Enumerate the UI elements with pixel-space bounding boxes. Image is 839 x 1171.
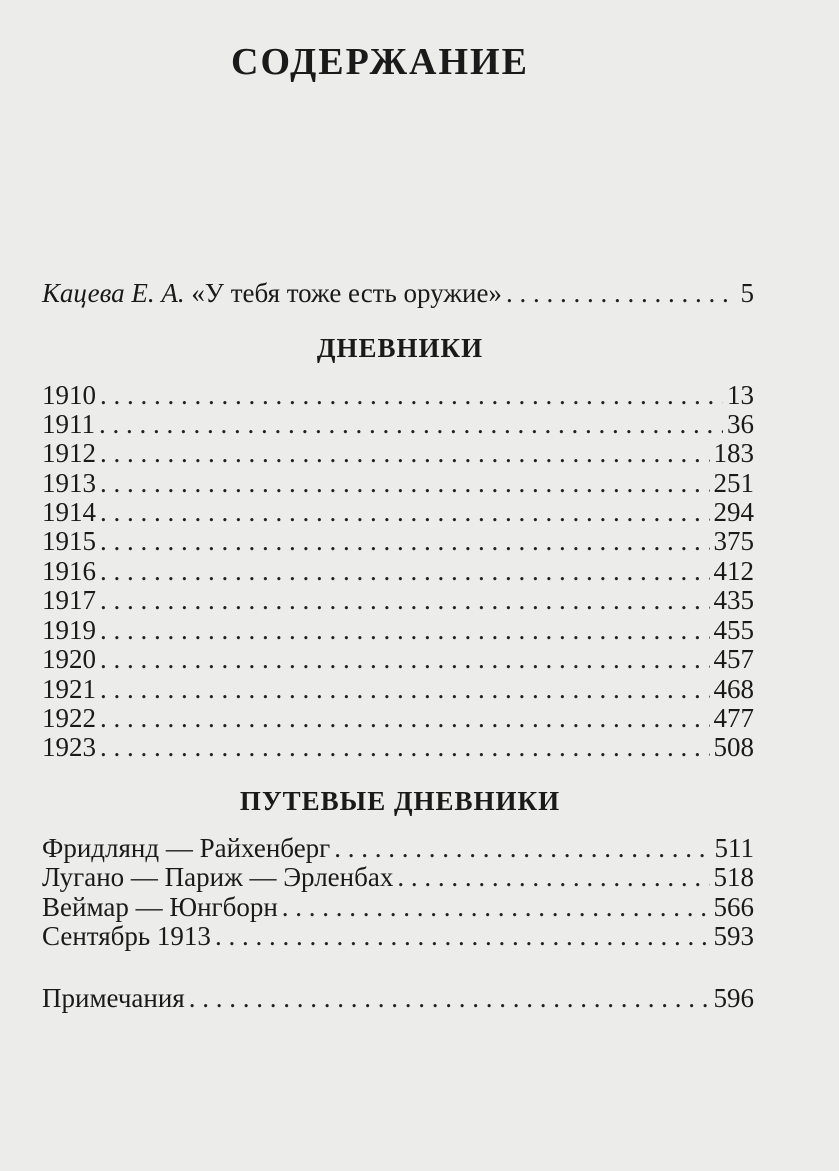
- toc-entry-page: 511: [714, 833, 754, 863]
- toc-entry-page: 457: [713, 644, 754, 674]
- toc-leader-dots: [100, 644, 710, 674]
- toc-entry-label: 1915: [42, 526, 96, 556]
- toc-entry-label: Веймар — Юнгборн: [42, 892, 278, 922]
- toc-leader-dots: [100, 674, 710, 704]
- toc-entry-label: 1920: [42, 644, 96, 674]
- toc-entry-notes[interactable]: [42, 983, 754, 1013]
- toc-leader-dots: [397, 862, 709, 892]
- toc-leader-dots: [189, 983, 710, 1013]
- toc-leader-dots: [100, 380, 723, 410]
- toc-entry-label: Примечания: [42, 983, 185, 1013]
- toc-leader-dots: [100, 438, 710, 468]
- toc-entry[interactable]: [42, 438, 754, 468]
- toc-entry[interactable]: [42, 833, 754, 863]
- toc-entry-page: 251: [713, 468, 754, 498]
- toc-entry-page: 13: [727, 380, 754, 410]
- toc-entry[interactable]: [42, 497, 754, 527]
- toc-entry-label: 1910: [42, 380, 96, 410]
- toc-entry[interactable]: [42, 556, 754, 586]
- toc-entry[interactable]: [42, 862, 754, 892]
- toc-entry-label: Сентябрь 1913: [42, 921, 211, 951]
- toc-entry-label: 1917: [42, 585, 96, 615]
- toc-entry-page: 596: [713, 983, 754, 1013]
- toc-entry-intro[interactable]: [42, 278, 754, 308]
- toc-entry-page: 375: [713, 526, 754, 556]
- section-heading-travel-diaries: ПУТЕВЫЕ ДНЕВНИКИ: [239, 786, 561, 816]
- toc-entry-page: 477: [713, 703, 754, 733]
- toc-entry-page: 36: [727, 409, 754, 439]
- toc-entry-page: 183: [713, 438, 754, 468]
- toc-entry-label: 1916: [42, 556, 96, 586]
- toc-entry-label: Лугано — Париж — Эрленбах: [42, 862, 394, 892]
- toc-entry-page: 435: [713, 585, 754, 615]
- section-heading-diaries: ДНЕВНИКИ: [316, 333, 484, 363]
- toc-entry[interactable]: [42, 892, 754, 922]
- toc-leader-dots: [100, 615, 710, 645]
- toc-entry-page: 566: [713, 892, 754, 922]
- toc-leader-dots: [215, 921, 710, 951]
- toc-entry-label: 1912: [42, 438, 96, 468]
- toc-entry[interactable]: [42, 380, 754, 410]
- toc-entry-page: 5: [740, 278, 754, 308]
- toc-entry-author: Кацева Е. А.: [42, 278, 185, 308]
- toc-entry-page: 412: [713, 556, 754, 586]
- toc-leader-dots: [506, 278, 737, 308]
- toc-entry[interactable]: [42, 585, 754, 615]
- toc-leader-dots: [100, 703, 710, 733]
- toc-entry-page: 518: [713, 862, 754, 892]
- toc-entry-label: «У тебя тоже есть оружие»: [191, 278, 502, 308]
- toc-entry-page: 593: [713, 921, 754, 951]
- toc-entry[interactable]: [42, 732, 754, 762]
- toc-leader-dots: [334, 833, 710, 863]
- toc-leader-dots: [100, 585, 710, 615]
- toc-leader-dots: [282, 892, 710, 922]
- toc-entry[interactable]: [42, 526, 754, 556]
- toc-entry-label: 1913: [42, 468, 96, 498]
- toc-leader-dots: [100, 556, 710, 586]
- toc-entry-label: 1921: [42, 674, 96, 704]
- toc-entry-label: 1911: [42, 409, 95, 439]
- toc-entry-page: 455: [713, 615, 754, 645]
- toc-entry-page: 294: [713, 497, 754, 527]
- toc-leader-dots: [99, 409, 723, 439]
- toc-entry[interactable]: [42, 409, 754, 439]
- toc-entry-label: 1919: [42, 615, 96, 645]
- toc-entry[interactable]: [42, 674, 754, 704]
- toc-leader-dots: [100, 497, 710, 527]
- toc-entry[interactable]: [42, 921, 754, 951]
- toc-entry-label: 1923: [42, 732, 96, 762]
- toc-entry-page: 468: [713, 674, 754, 704]
- toc-leader-dots: [100, 468, 710, 498]
- toc-entry[interactable]: [42, 644, 754, 674]
- toc-entry-label: 1922: [42, 703, 96, 733]
- toc-leader-dots: [100, 732, 710, 762]
- toc-entry[interactable]: [42, 468, 754, 498]
- toc-entry-label: Фридлянд — Райхенберг: [42, 833, 331, 863]
- toc-entry-label: 1914: [42, 497, 96, 527]
- toc-entry[interactable]: [42, 703, 754, 733]
- toc-entry[interactable]: [42, 615, 754, 645]
- toc-leader-dots: [100, 526, 710, 556]
- page-title: СОДЕРЖАНИЕ: [231, 41, 529, 83]
- toc-entry-page: 508: [713, 732, 754, 762]
